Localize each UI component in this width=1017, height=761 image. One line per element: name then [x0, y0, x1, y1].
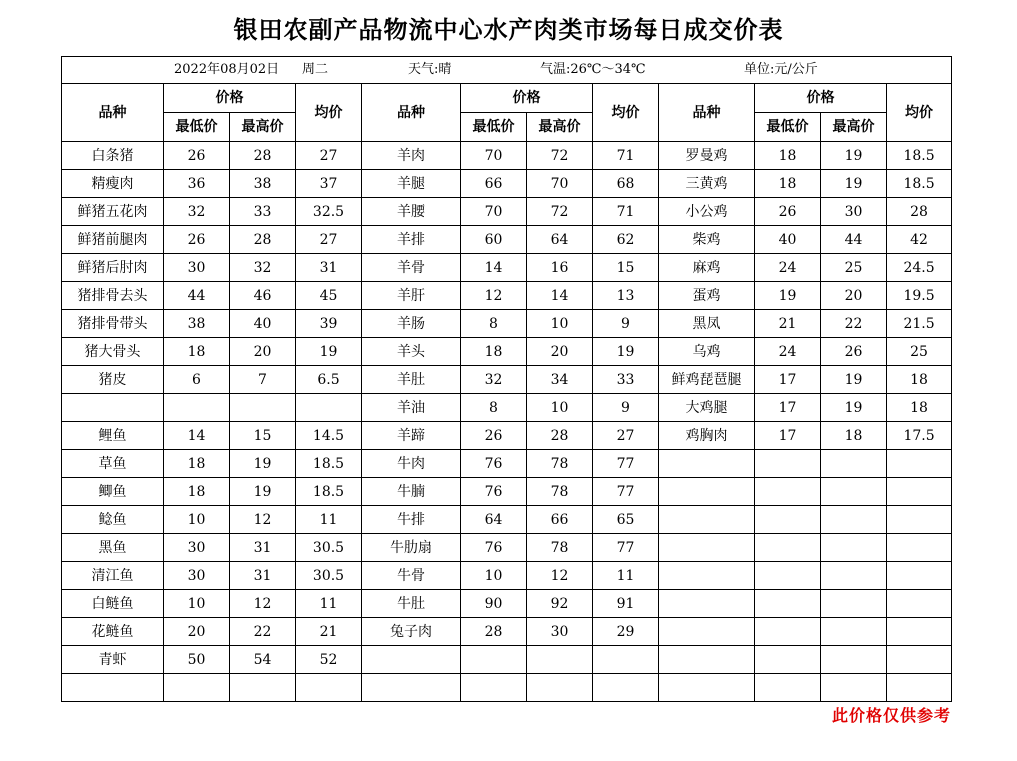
cell-avg: 18.5 — [296, 450, 362, 478]
table-row — [62, 506, 952, 534]
cell-low: 18 — [461, 338, 527, 366]
cell-variety: 羊头 — [362, 338, 461, 366]
cell-variety — [659, 646, 755, 674]
cell-high: 28 — [230, 226, 296, 254]
cell-high: 72 — [527, 198, 593, 226]
cell-avg: 18.5 — [887, 170, 952, 198]
cell-variety: 鲜猪前腿肉 — [62, 226, 164, 254]
cell-high: 70 — [527, 170, 593, 198]
cell-variety — [659, 506, 755, 534]
cell-high: 22 — [230, 618, 296, 646]
cell-low: 60 — [461, 226, 527, 254]
cell-low: 26 — [164, 142, 230, 170]
cell-low: 32 — [461, 366, 527, 394]
cell-variety: 花鲢鱼 — [62, 618, 164, 646]
cell-variety: 黑凤 — [659, 310, 755, 338]
cell-avg — [593, 646, 659, 674]
cell-variety: 羊肚 — [362, 366, 461, 394]
header-row-2 — [62, 113, 952, 142]
cell-high: 78 — [527, 478, 593, 506]
header-variety-2: 品种 — [362, 84, 461, 142]
cell-low: 24 — [755, 254, 821, 282]
cell-variety: 鲜猪五花肉 — [62, 198, 164, 226]
cell-high — [821, 562, 887, 590]
cell-high — [821, 618, 887, 646]
header-avg-1: 均价 — [296, 84, 362, 142]
cell-high: 7 — [230, 366, 296, 394]
cell-low: 30 — [164, 254, 230, 282]
header-low-2: 最低价 — [461, 113, 527, 142]
table-row — [62, 142, 952, 170]
cell-high: 22 — [821, 310, 887, 338]
header-price-2: 价格 — [461, 84, 593, 113]
table-row — [62, 562, 952, 590]
cell-variety: 白条猪 — [62, 142, 164, 170]
cell-variety — [659, 450, 755, 478]
cell-high — [527, 646, 593, 674]
unit-text: 单位:元/公斤 — [744, 62, 818, 77]
disclaimer-note: 此价格仅供参考 — [831, 706, 951, 725]
cell-avg — [887, 590, 952, 618]
cell-variety — [659, 618, 755, 646]
header-price-1: 价格 — [164, 84, 296, 113]
cell-avg: 19 — [593, 338, 659, 366]
cell-high — [821, 674, 887, 702]
cell-variety: 羊油 — [362, 394, 461, 422]
weather-text: 天气:晴 — [408, 62, 452, 77]
cell-avg: 27 — [593, 422, 659, 450]
temperature-text: 气温:26℃～34℃ — [540, 62, 646, 77]
cell-low: 66 — [461, 170, 527, 198]
cell-variety: 鲜鸡琵琶腿 — [659, 366, 755, 394]
cell-high: 33 — [230, 198, 296, 226]
cell-avg — [887, 562, 952, 590]
cell-variety: 羊腿 — [362, 170, 461, 198]
info-row — [62, 57, 952, 84]
cell-high: 20 — [230, 338, 296, 366]
cell-high: 20 — [527, 338, 593, 366]
cell-high: 30 — [527, 618, 593, 646]
cell-high: 54 — [230, 646, 296, 674]
table-row — [62, 170, 952, 198]
cell-avg: 91 — [593, 590, 659, 618]
cell-avg: 31 — [296, 254, 362, 282]
cell-avg — [296, 394, 362, 422]
cell-avg: 32.5 — [296, 198, 362, 226]
cell-low — [755, 450, 821, 478]
cell-variety: 乌鸡 — [659, 338, 755, 366]
cell-variety: 麻鸡 — [659, 254, 755, 282]
cell-high: 19 — [821, 394, 887, 422]
info-cell — [62, 57, 952, 84]
cell-variety: 白鲢鱼 — [62, 590, 164, 618]
cell-low: 32 — [164, 198, 230, 226]
cell-avg — [887, 450, 952, 478]
cell-avg: 77 — [593, 534, 659, 562]
cell-avg: 11 — [296, 506, 362, 534]
cell-low: 50 — [164, 646, 230, 674]
cell-avg: 18.5 — [296, 478, 362, 506]
cell-avg: 21 — [296, 618, 362, 646]
cell-avg — [296, 674, 362, 702]
cell-avg — [887, 674, 952, 702]
header-avg-2: 均价 — [593, 84, 659, 142]
cell-high: 31 — [230, 562, 296, 590]
cell-low: 18 — [164, 338, 230, 366]
cell-low — [461, 646, 527, 674]
table-row — [62, 226, 952, 254]
cell-variety: 羊排 — [362, 226, 461, 254]
cell-low: 10 — [164, 590, 230, 618]
cell-low: 24 — [755, 338, 821, 366]
header-row-1 — [62, 84, 952, 113]
cell-low: 18 — [755, 170, 821, 198]
cell-low: 76 — [461, 534, 527, 562]
cell-high: 34 — [527, 366, 593, 394]
table-row — [62, 646, 952, 674]
cell-avg — [887, 618, 952, 646]
cell-avg: 39 — [296, 310, 362, 338]
cell-low: 17 — [755, 394, 821, 422]
cell-high: 25 — [821, 254, 887, 282]
cell-variety: 猪大骨头 — [62, 338, 164, 366]
cell-high: 72 — [527, 142, 593, 170]
cell-avg: 30.5 — [296, 534, 362, 562]
cell-avg: 28 — [887, 198, 952, 226]
cell-high — [821, 590, 887, 618]
page-title: 银田农副产品物流中心水产肉类市场每日成交价表 — [233, 15, 784, 44]
cell-variety: 鲤鱼 — [62, 422, 164, 450]
cell-high: 46 — [230, 282, 296, 310]
cell-avg: 24.5 — [887, 254, 952, 282]
cell-variety: 柴鸡 — [659, 226, 755, 254]
table-row — [62, 590, 952, 618]
cell-avg: 25 — [887, 338, 952, 366]
cell-variety — [659, 478, 755, 506]
cell-variety: 鲶鱼 — [62, 506, 164, 534]
cell-avg: 13 — [593, 282, 659, 310]
cell-variety: 羊腰 — [362, 198, 461, 226]
table-row — [62, 282, 952, 310]
cell-low — [755, 618, 821, 646]
cell-avg — [887, 506, 952, 534]
cell-avg: 18.5 — [887, 142, 952, 170]
cell-low: 40 — [755, 226, 821, 254]
cell-avg: 42 — [887, 226, 952, 254]
cell-low: 26 — [461, 422, 527, 450]
cell-high — [821, 450, 887, 478]
table-row — [62, 310, 952, 338]
cell-high: 28 — [230, 142, 296, 170]
cell-avg: 11 — [593, 562, 659, 590]
cell-avg: 71 — [593, 142, 659, 170]
cell-variety: 小公鸡 — [659, 198, 755, 226]
header-low-3: 最低价 — [755, 113, 821, 142]
cell-low — [755, 590, 821, 618]
cell-low: 21 — [755, 310, 821, 338]
cell-high: 26 — [821, 338, 887, 366]
cell-low — [164, 674, 230, 702]
cell-high: 18 — [821, 422, 887, 450]
header-low-1: 最低价 — [164, 113, 230, 142]
cell-avg: 29 — [593, 618, 659, 646]
cell-high — [821, 478, 887, 506]
cell-variety: 羊肉 — [362, 142, 461, 170]
table-row — [62, 366, 952, 394]
cell-avg: 65 — [593, 506, 659, 534]
cell-variety: 罗曼鸡 — [659, 142, 755, 170]
cell-high: 10 — [527, 310, 593, 338]
cell-low: 18 — [164, 478, 230, 506]
cell-avg: 30.5 — [296, 562, 362, 590]
cell-low — [755, 534, 821, 562]
cell-avg: 18 — [887, 394, 952, 422]
cell-low: 76 — [461, 450, 527, 478]
table-row — [62, 254, 952, 282]
cell-avg: 33 — [593, 366, 659, 394]
cell-variety: 牛肉 — [362, 450, 461, 478]
cell-high — [230, 674, 296, 702]
cell-high: 15 — [230, 422, 296, 450]
cell-high: 20 — [821, 282, 887, 310]
table-row — [62, 450, 952, 478]
cell-low: 70 — [461, 142, 527, 170]
cell-low: 18 — [164, 450, 230, 478]
cell-avg: 19 — [296, 338, 362, 366]
cell-high: 16 — [527, 254, 593, 282]
cell-high — [821, 506, 887, 534]
cell-avg: 77 — [593, 478, 659, 506]
cell-avg: 9 — [593, 394, 659, 422]
cell-avg: 27 — [296, 226, 362, 254]
cell-low — [164, 394, 230, 422]
cell-high: 92 — [527, 590, 593, 618]
cell-variety: 青虾 — [62, 646, 164, 674]
cell-avg: 17.5 — [887, 422, 952, 450]
cell-high: 19 — [821, 366, 887, 394]
date-text: 2022年08月02日 — [174, 62, 280, 77]
cell-avg: 9 — [593, 310, 659, 338]
table-row — [62, 198, 952, 226]
cell-low: 20 — [164, 618, 230, 646]
cell-high: 31 — [230, 534, 296, 562]
cell-variety — [62, 674, 164, 702]
cell-avg — [887, 478, 952, 506]
cell-avg: 21.5 — [887, 310, 952, 338]
header-variety-1: 品种 — [62, 84, 164, 142]
table-row — [62, 478, 952, 506]
cell-variety: 鲫鱼 — [62, 478, 164, 506]
cell-variety: 羊骨 — [362, 254, 461, 282]
cell-variety: 猪排骨去头 — [62, 282, 164, 310]
cell-variety: 鲜猪后肘肉 — [62, 254, 164, 282]
cell-low: 17 — [755, 422, 821, 450]
cell-variety — [362, 674, 461, 702]
header-high-1: 最高价 — [230, 113, 296, 142]
cell-high: 44 — [821, 226, 887, 254]
cell-high: 12 — [230, 590, 296, 618]
cell-low: 18 — [755, 142, 821, 170]
table-row — [62, 534, 952, 562]
cell-avg — [887, 534, 952, 562]
cell-high: 28 — [527, 422, 593, 450]
cell-low: 70 — [461, 198, 527, 226]
cell-variety: 三黄鸡 — [659, 170, 755, 198]
cell-low: 90 — [461, 590, 527, 618]
cell-low: 44 — [164, 282, 230, 310]
cell-avg: 14.5 — [296, 422, 362, 450]
cell-variety: 清江鱼 — [62, 562, 164, 590]
cell-variety — [362, 646, 461, 674]
cell-variety: 牛骨 — [362, 562, 461, 590]
cell-avg: 19.5 — [887, 282, 952, 310]
cell-high: 14 — [527, 282, 593, 310]
header-price-3: 价格 — [755, 84, 887, 113]
cell-low: 8 — [461, 310, 527, 338]
cell-variety: 牛排 — [362, 506, 461, 534]
cell-high: 19 — [230, 450, 296, 478]
cell-variety: 草鱼 — [62, 450, 164, 478]
cell-low: 10 — [164, 506, 230, 534]
cell-low — [461, 674, 527, 702]
cell-avg: 18 — [887, 366, 952, 394]
table-row — [62, 618, 952, 646]
header-high-3: 最高价 — [821, 113, 887, 142]
cell-variety: 牛肋扇 — [362, 534, 461, 562]
cell-high — [821, 534, 887, 562]
price-table — [61, 56, 952, 702]
cell-low: 14 — [461, 254, 527, 282]
cell-avg: 6.5 — [296, 366, 362, 394]
cell-low: 38 — [164, 310, 230, 338]
cell-low: 12 — [461, 282, 527, 310]
cell-low: 26 — [164, 226, 230, 254]
cell-low: 36 — [164, 170, 230, 198]
cell-low: 10 — [461, 562, 527, 590]
cell-high: 40 — [230, 310, 296, 338]
cell-variety — [62, 394, 164, 422]
table-row — [62, 338, 952, 366]
table-row — [62, 394, 952, 422]
cell-variety — [659, 562, 755, 590]
cell-low: 26 — [755, 198, 821, 226]
header-variety-3: 品种 — [659, 84, 755, 142]
cell-low: 17 — [755, 366, 821, 394]
cell-variety: 猪皮 — [62, 366, 164, 394]
cell-high: 78 — [527, 534, 593, 562]
cell-variety: 牛肚 — [362, 590, 461, 618]
cell-high: 19 — [821, 142, 887, 170]
cell-variety: 大鸡腿 — [659, 394, 755, 422]
cell-variety — [659, 534, 755, 562]
cell-variety: 羊肝 — [362, 282, 461, 310]
cell-avg: 11 — [296, 590, 362, 618]
cell-low: 8 — [461, 394, 527, 422]
cell-avg — [887, 646, 952, 674]
cell-low: 19 — [755, 282, 821, 310]
cell-avg: 27 — [296, 142, 362, 170]
table-row — [62, 674, 952, 702]
cell-high — [821, 646, 887, 674]
cell-avg: 71 — [593, 198, 659, 226]
cell-low — [755, 506, 821, 534]
cell-variety — [659, 674, 755, 702]
cell-high: 10 — [527, 394, 593, 422]
cell-low: 30 — [164, 534, 230, 562]
cell-high: 19 — [230, 478, 296, 506]
cell-high: 30 — [821, 198, 887, 226]
cell-avg: 62 — [593, 226, 659, 254]
cell-high — [230, 394, 296, 422]
cell-variety: 黑鱼 — [62, 534, 164, 562]
cell-low — [755, 478, 821, 506]
table-row — [62, 422, 952, 450]
cell-avg: 68 — [593, 170, 659, 198]
price-body — [62, 142, 952, 702]
header-high-2: 最高价 — [527, 113, 593, 142]
cell-variety: 羊蹄 — [362, 422, 461, 450]
cell-high: 64 — [527, 226, 593, 254]
cell-high: 12 — [527, 562, 593, 590]
cell-high: 19 — [821, 170, 887, 198]
cell-variety: 猪排骨带头 — [62, 310, 164, 338]
cell-low — [755, 674, 821, 702]
cell-variety: 羊肠 — [362, 310, 461, 338]
cell-high: 12 — [230, 506, 296, 534]
cell-low: 64 — [461, 506, 527, 534]
cell-avg: 15 — [593, 254, 659, 282]
cell-variety: 精瘦肉 — [62, 170, 164, 198]
cell-variety: 兔子肉 — [362, 618, 461, 646]
cell-high: 66 — [527, 506, 593, 534]
cell-variety: 牛腩 — [362, 478, 461, 506]
cell-variety — [659, 590, 755, 618]
cell-avg: 45 — [296, 282, 362, 310]
cell-high: 32 — [230, 254, 296, 282]
cell-low — [755, 562, 821, 590]
cell-avg: 37 — [296, 170, 362, 198]
cell-low: 30 — [164, 562, 230, 590]
cell-low — [755, 646, 821, 674]
cell-low: 14 — [164, 422, 230, 450]
cell-high: 38 — [230, 170, 296, 198]
cell-high: 78 — [527, 450, 593, 478]
cell-variety: 鸡胸肉 — [659, 422, 755, 450]
cell-avg — [593, 674, 659, 702]
cell-avg: 77 — [593, 450, 659, 478]
cell-high — [527, 674, 593, 702]
cell-low: 76 — [461, 478, 527, 506]
cell-avg: 52 — [296, 646, 362, 674]
cell-variety: 蛋鸡 — [659, 282, 755, 310]
cell-low: 6 — [164, 366, 230, 394]
cell-low: 28 — [461, 618, 527, 646]
weekday-text: 周二 — [302, 62, 329, 77]
header-avg-3: 均价 — [887, 84, 952, 142]
